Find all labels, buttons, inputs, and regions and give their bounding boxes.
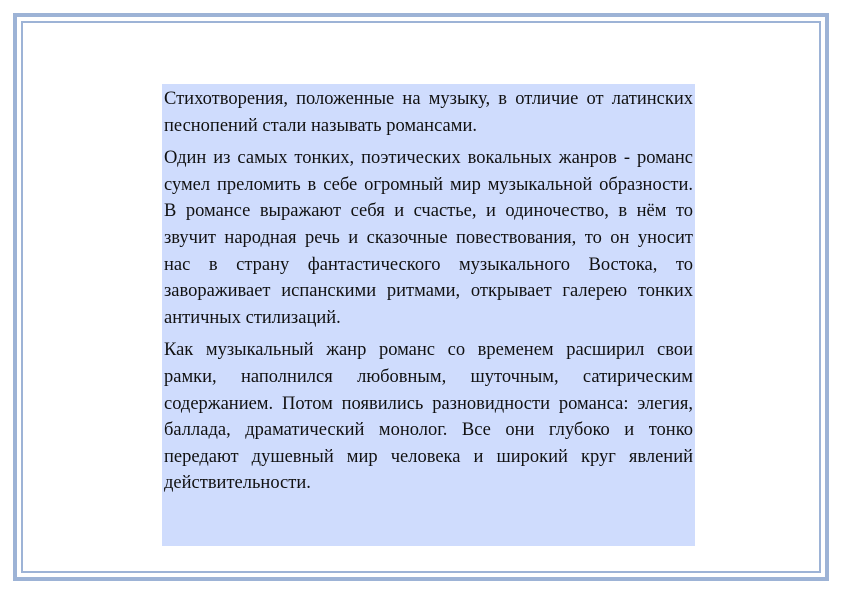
text-box [162,84,695,546]
paragraph-2: Один из самых тонких, поэтических вокальных жанров - романс сумел преломить в себе огромный мир музыкальной образности. В романсе выражают себя и счастье, и одиночество, в нём то звучит народная речь и сказочные повествования, то он уносит нас в страну фантастического музыкального Востока, то завораживает испанскими ритмами, открывает галерею тонких античных стилизаций. [164,148,693,328]
paragraph-1: Стихотворения, положенные на музыку, в отличие от латинских песнопений стали называть романсами. [164,89,693,136]
paragraph-3: Как музыкальный жанр романс со временем расширил свои рамки, наполнился любовным, шуточным, сатирическим содержанием. Потом появились разновидности романса: элегия, баллада, драматический монолог. Все они глубоко и тонко передают душевный мир человека и широкий круг явлений действительности. [164,340,693,494]
